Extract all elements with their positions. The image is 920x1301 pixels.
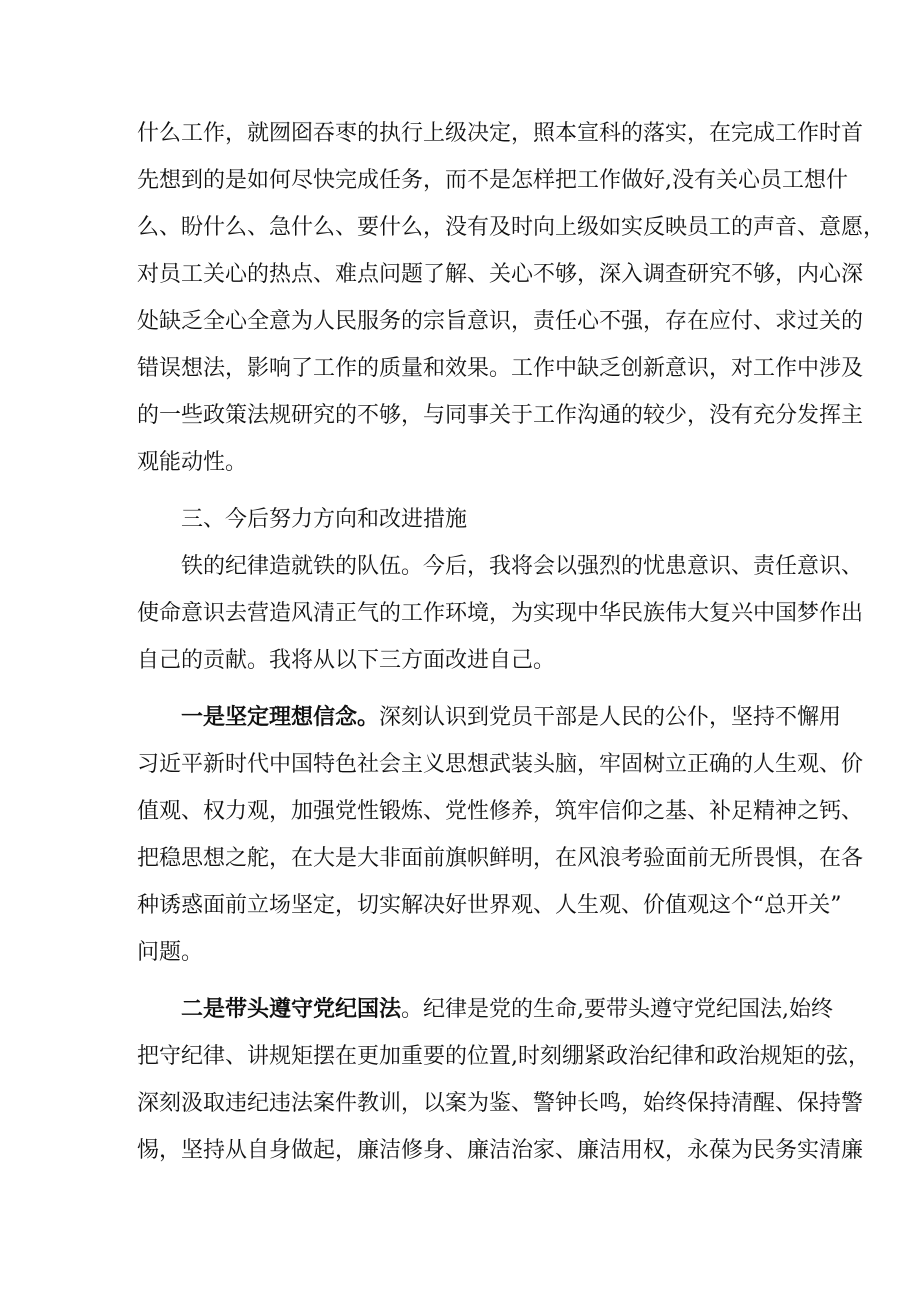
text-line: 把稳思想之舵，在大是大非面前旗帜鲜明，在风浪考验面前无所畏惧，在各 bbox=[137, 846, 864, 871]
text-line: 习近平新时代中国特色社会主义思想武装头脑，牢固树立正确的人生观、价 bbox=[137, 752, 864, 777]
paragraph-gap bbox=[137, 684, 787, 694]
text-line: 使命意识去营造风清正气的工作环境，为实现中华民族伟大复兴中国梦作出 bbox=[137, 601, 864, 626]
paragraph-ideals bbox=[137, 694, 864, 976]
text-line: 自己的贡献。我将从以下三方面改进自己。 bbox=[137, 648, 556, 673]
paragraph-lead: 一是坚定理想信念。 bbox=[181, 704, 380, 730]
text-line: 把守纪律、讲规矩摆在更加重要的位置,时刻绷紧政治纪律和政治规矩的弦， bbox=[137, 1044, 870, 1069]
text-line: 先想到的是如何尽快完成任务，而不是怎样把工作做好,没有关心员工想什 bbox=[137, 168, 848, 193]
paragraph-problems bbox=[137, 110, 886, 486]
text-line: 处缺乏全心全意为人民服务的宗旨意识，责任心不强，存在应付、求过关的 bbox=[137, 309, 864, 334]
text-line: 铁的纪律造就铁的队伍。今后，我将会以强烈的忧患意识、责任意识、 bbox=[181, 554, 864, 579]
text-line bbox=[137, 986, 834, 1033]
document-body bbox=[137, 110, 886, 1174]
paragraph-intro bbox=[137, 543, 864, 684]
paragraph-text: 。纪律是党的生命,要带头遵守党纪国法,始终 bbox=[401, 997, 834, 1022]
text-line: 错误想法，影响了工作的质量和效果。工作中缺乏创新意识，对工作中涉及 bbox=[137, 356, 864, 381]
paragraph-gap bbox=[137, 486, 787, 496]
text-line bbox=[137, 694, 842, 741]
text-line: 的一些政策法规研究的不够，与同事关于工作沟通的较少，没有充分发挥主 bbox=[137, 403, 864, 428]
text-line: 深刻汲取违纪违法案件教训，以案为鉴、警钟长鸣，始终保持清醒、保持警 bbox=[137, 1091, 864, 1116]
section-heading: 三、今后努力方向和改进措施 bbox=[181, 507, 468, 532]
text-line: 种诱惑面前立场坚定，切实解决好世界观、人生观、价值观这个“总开关” bbox=[137, 893, 842, 918]
text-line: 什么工作，就囫囵吞枣的执行上级决定，照本宣科的落实，在完成工作时首 bbox=[137, 121, 864, 146]
text-line: 惕，坚持从自身做起，廉洁修身、廉洁治家、廉洁用权，永葆为民务实清廉 bbox=[137, 1138, 864, 1163]
text-line: 么、盼什么、急什么、要什么，没有及时向上级如实反映员工的声音、意愿， bbox=[137, 215, 886, 240]
paragraph-discipline bbox=[137, 986, 870, 1174]
text-line: 问题。 bbox=[137, 940, 204, 965]
paragraph-gap bbox=[137, 976, 787, 986]
paragraph-text: 深刻认识到党员干部是人民的公仆，坚持不懈用 bbox=[379, 705, 842, 730]
text-line: 观能动性。 bbox=[137, 450, 248, 475]
text-line: 对员工关心的热点、难点问题了解、关心不够，深入调查研究不够，内心深 bbox=[137, 262, 864, 287]
text-line: 值观、权力观，加强党性锻炼、党性修养，筑牢信仰之基、补足精神之钙、 bbox=[137, 799, 864, 824]
paragraph-lead: 二是带头遵守党纪国法 bbox=[181, 996, 402, 1022]
